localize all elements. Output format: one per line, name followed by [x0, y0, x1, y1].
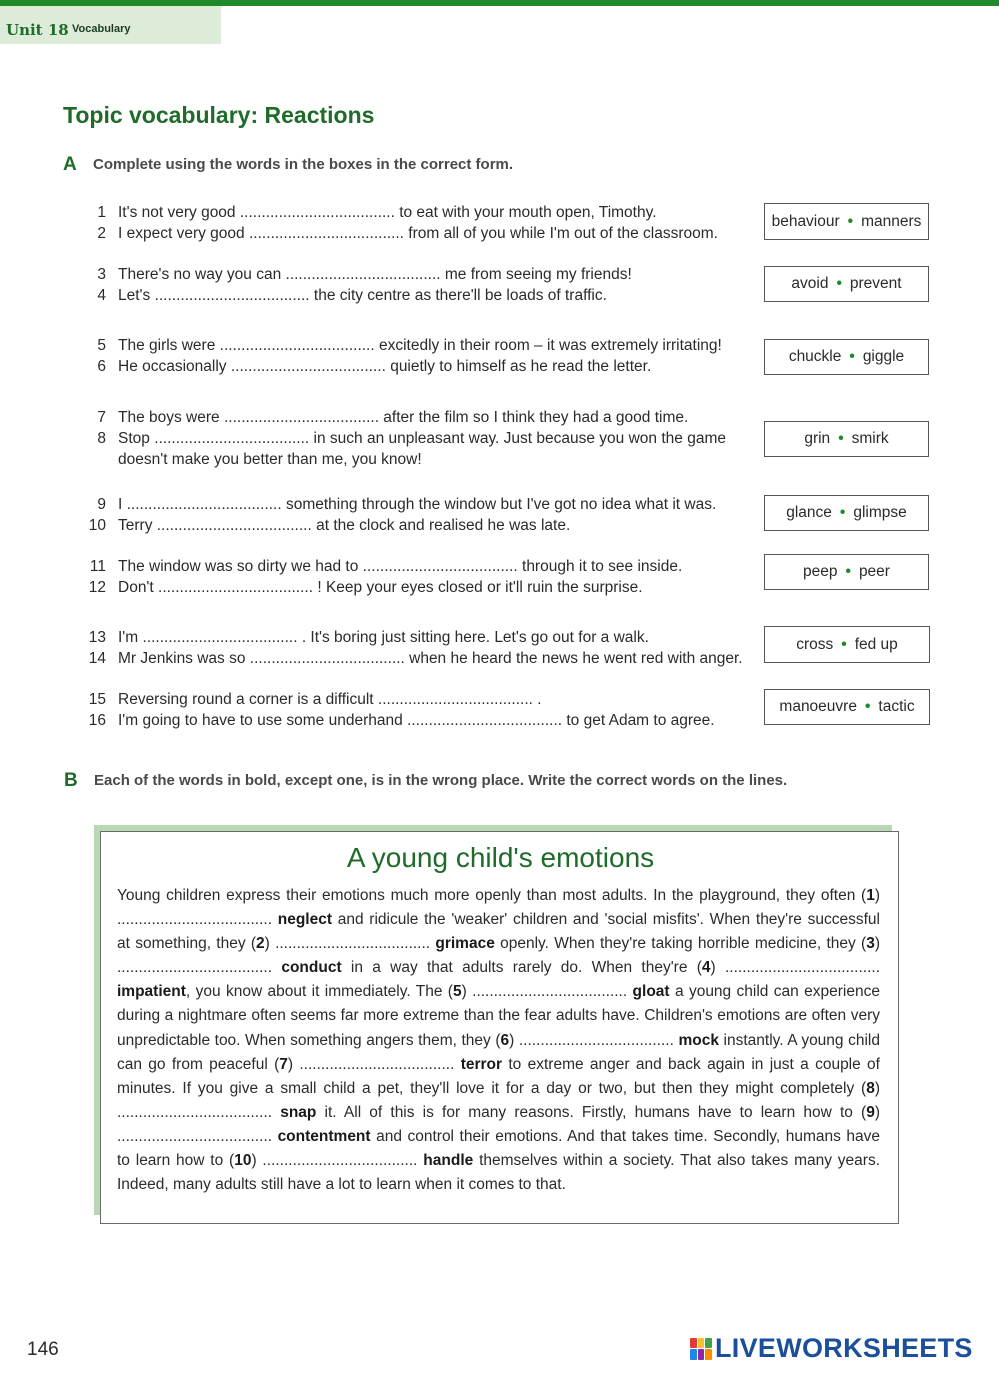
exercise-sentence: Stop .................................... in such an unpleasant way. Just because you won the game — [118, 430, 726, 447]
exercise-number: 15 — [88, 691, 106, 708]
word-box — [764, 626, 930, 663]
section-a-instruction: Complete using the words in the boxes in the correct form. — [93, 156, 514, 173]
exercise-number: 14 — [88, 650, 106, 667]
answer-gap[interactable]: ) .................................... — [117, 935, 880, 977]
text-segment: in a way that adults rarely do. When they're ( — [341, 959, 702, 977]
bullet-separator: • — [845, 563, 851, 580]
answer-gap[interactable]: ) .................................... — [264, 935, 436, 953]
liveworksheets-logo-text: LIVEWORKSHEETS — [715, 1333, 973, 1363]
answer-gap[interactable]: ) .................................... — [117, 1079, 880, 1121]
exercise-number: 7 — [97, 409, 106, 426]
text-segment: it. All of this is for many reasons. Firstly, humans have to learn how to ( — [316, 1103, 867, 1121]
exercise-sentence: Terry .................................... at the clock and realised he was late. — [118, 517, 571, 534]
word-box-word: glimpse — [853, 504, 907, 521]
word-box-word: peer — [858, 563, 890, 580]
bullet-separator: • — [849, 348, 855, 365]
exercise-number: 4 — [97, 287, 106, 304]
exercise-sentence: Mr Jenkins was so .................................... when he heard the news he went red with anger. — [118, 650, 743, 667]
bullet-separator: • — [847, 212, 854, 230]
bullet-separator: • — [838, 430, 844, 447]
answer-gap[interactable]: ) .................................... — [287, 1055, 461, 1073]
reading-text-title: A young child's emotions — [346, 842, 655, 873]
word-box-word: manoeuvre — [779, 698, 857, 715]
word-box-word: cross — [796, 635, 834, 653]
exercise-sentence: Let's .................................... the city centre as there'll be loads of traffic. — [118, 287, 607, 304]
page-title: Topic vocabulary: Reactions — [63, 102, 375, 128]
gap-number: 7 — [279, 1055, 288, 1073]
word-box-word: prevent — [849, 275, 902, 292]
exercise-number: 5 — [97, 337, 106, 354]
exercise-sentence: The boys were .................................... after the film so I think they had a good time. — [118, 409, 689, 426]
gap-number: 10 — [234, 1152, 252, 1170]
word-box-word: peep — [803, 563, 838, 580]
bold-word: terror — [460, 1055, 503, 1073]
bold-word: contentment — [277, 1127, 371, 1145]
text-segment: a young child can experience during a nightmare often seems far more extreme than the fear adults have. Children's emotions are often very unpredictable too. When something angers them, they ( — [117, 983, 880, 1049]
exercise-sentence: The girls were .................................... excitedly in their room – it was extremely irritating! — [118, 337, 722, 354]
text-segment: and ridicule the 'weaker' children and 'social misfits'. When they're successful at something, they ( — [117, 911, 880, 953]
bold-word: mock — [678, 1031, 719, 1049]
exercise-number: 6 — [97, 358, 106, 375]
exercise-sentence: There's no way you can .................................... me from seeing my friends! — [118, 266, 632, 283]
reading-text-body — [117, 884, 880, 1197]
exercise-number: 3 — [97, 266, 106, 283]
answer-gap[interactable]: ) .................................... — [710, 959, 881, 977]
bold-word: gloat — [632, 983, 670, 1001]
exercise-number: 9 — [97, 496, 106, 513]
word-box-word: manners — [861, 212, 922, 230]
word-box-word: avoid — [791, 275, 829, 292]
word-box — [764, 689, 930, 725]
bold-word: handle — [423, 1152, 474, 1170]
exercise-number: 2 — [97, 225, 106, 242]
gap-number: 1 — [866, 887, 875, 904]
exercise-sentence: doesn't make you better than me, you know! — [118, 451, 422, 468]
exercise-sentence: It's not very good .................................... to eat with your mouth open, Timothy. — [118, 204, 657, 221]
answer-gap[interactable]: ) .................................... — [117, 887, 880, 929]
exercise-number: 16 — [88, 712, 106, 729]
gap-number: 5 — [452, 983, 462, 1001]
text-segment: Young children express their emotions much more openly than most adults. In the playground, they often ( — [117, 887, 867, 904]
text-segment: to extreme anger and back again in just a couple of minutes. If you give a small child a pet, they'll love it for a day or two, but then they might completely ( — [117, 1055, 880, 1097]
word-box — [764, 554, 929, 590]
page-number: 146 — [27, 1339, 59, 1360]
word-box-word: glance — [786, 504, 832, 521]
bullet-separator: • — [839, 504, 846, 521]
bullet-separator: • — [841, 635, 847, 653]
exercise-sentence: Reversing round a corner is a difficult .................................... . — [118, 691, 542, 708]
answer-gap[interactable]: ) .................................... — [117, 1103, 880, 1145]
text-segment: themselves within a society. That also takes many years. Indeed, many adults still have a lot to learn when it comes to that. — [117, 1152, 880, 1194]
gap-number: 6 — [500, 1031, 510, 1049]
bold-word: neglect — [277, 911, 333, 929]
word-box — [764, 495, 929, 531]
gap-number: 2 — [256, 935, 265, 953]
bold-word: impatient — [117, 983, 186, 1001]
word-box — [764, 339, 929, 375]
exercise-number: 8 — [97, 430, 106, 447]
bullet-separator: • — [836, 275, 842, 292]
gap-number: 3 — [866, 935, 875, 953]
exercise-number: 13 — [88, 629, 106, 646]
word-box-word: giggle — [862, 348, 905, 365]
word-box-word: behaviour — [771, 212, 840, 230]
answer-gap[interactable]: ) .................................... — [251, 1152, 424, 1170]
bullet-separator: • — [864, 698, 871, 715]
word-box-word: grin — [804, 430, 831, 447]
text-segment: and control their emotions. And that takes time. Secondly, humans have to learn how to ( — [117, 1127, 880, 1170]
unit-section-label: Vocabulary — [72, 23, 131, 35]
unit-label: Unit 18 — [6, 21, 69, 39]
text-segment: openly. When they're taking horrible medicine, they ( — [494, 935, 867, 953]
exercise-sentence: I'm .................................... . It's boring just sitting here. Let's go out for a walk. — [118, 629, 649, 646]
gap-number: 9 — [866, 1103, 875, 1121]
exercise-sentence: Don't .................................... ! Keep your eyes closed or it'll ruin the surprise. — [118, 579, 643, 596]
bold-word: grimace — [435, 935, 495, 953]
exercise-sentence: The window was so dirty we had to .................................... through it to see inside. — [118, 558, 683, 575]
section-b-letter: B — [64, 770, 78, 791]
bold-word: snap — [280, 1103, 317, 1121]
word-box — [764, 203, 929, 240]
word-box — [764, 266, 929, 302]
liveworksheets-logo-icon — [690, 1338, 712, 1360]
gap-number: 8 — [866, 1079, 875, 1097]
answer-gap[interactable]: ) .................................... — [509, 1031, 679, 1049]
exercise-number: 1 — [97, 204, 106, 221]
exercise-sentence: He occasionally .................................... quietly to himself as he read the letter. — [118, 358, 652, 375]
section-b-instruction: Each of the words in bold, except one, is in the wrong place. Write the correct words on the lines. — [94, 772, 788, 789]
section-a-letter: A — [63, 154, 77, 175]
answer-gap[interactable]: ) .................................... — [461, 983, 633, 1001]
gap-number: 4 — [701, 959, 711, 977]
word-box — [764, 421, 929, 457]
word-box-word: chuckle — [788, 348, 842, 365]
bold-word: conduct — [281, 959, 342, 977]
word-box-word: tactic — [878, 698, 915, 715]
liveworksheets-logo[interactable] — [690, 1333, 973, 1364]
exercise-sentence: I'm going to have to use some underhand .................................... to get Adam to agree. — [118, 712, 715, 729]
exercise-number: 10 — [88, 517, 106, 534]
exercise-sentence: I .................................... something through the window but I've got no idea what it was. — [118, 496, 717, 513]
reading-text-frame — [100, 831, 899, 1224]
word-box-word: fed up — [854, 635, 898, 653]
exercise-number: 12 — [88, 579, 106, 596]
exercise-sentence: I expect very good .................................... from all of you while I'm out of the classroom. — [118, 225, 718, 242]
word-box-word: smirk — [851, 430, 889, 447]
text-segment: instantly. A young child can go from peaceful ( — [117, 1031, 880, 1073]
exercise-number: 11 — [89, 558, 106, 575]
text-segment: , you know about it immediately. The ( — [185, 983, 453, 1001]
